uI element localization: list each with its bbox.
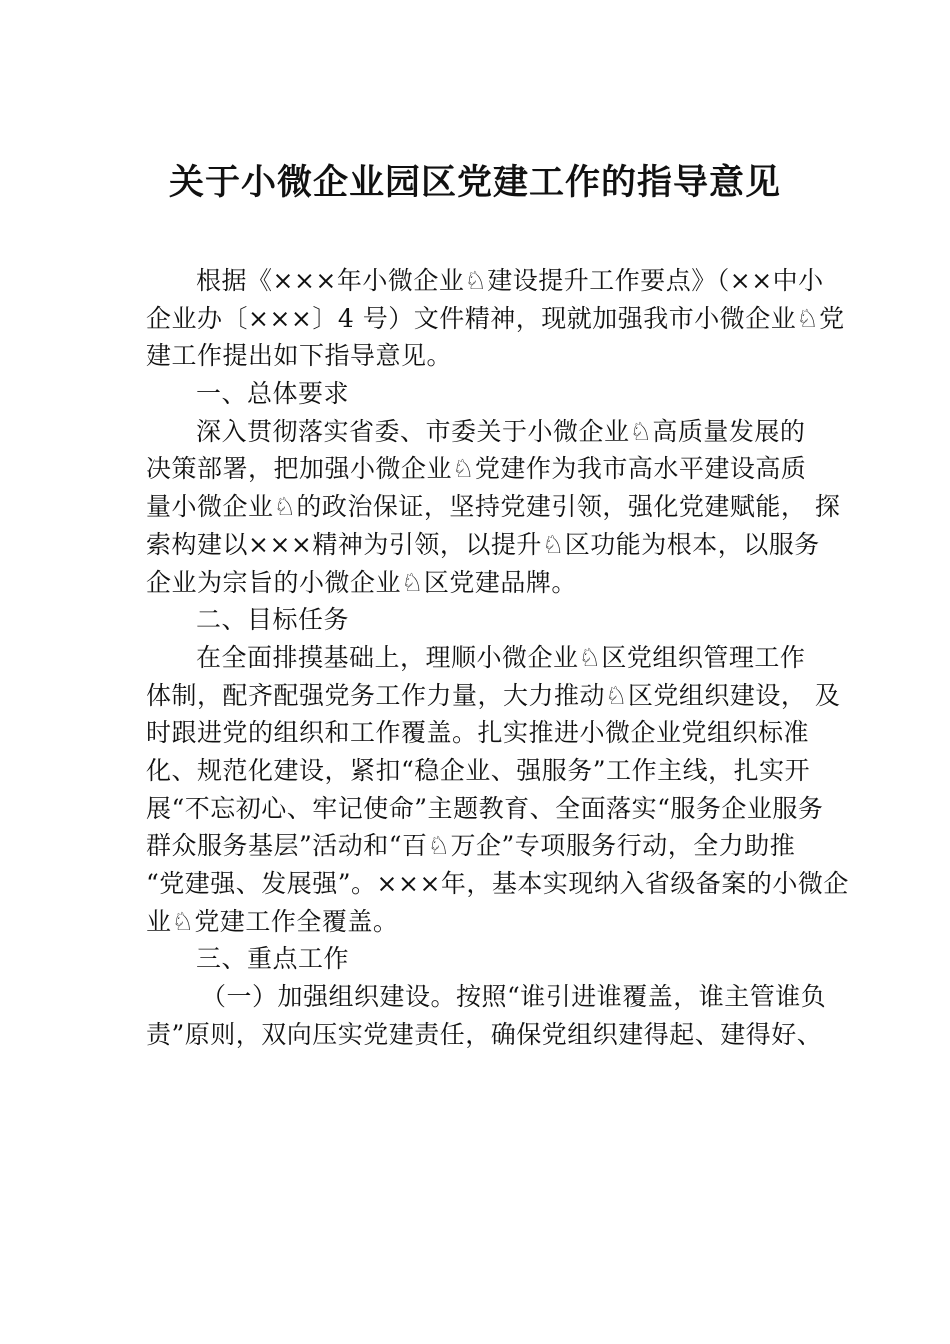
paragraph-line: “党建强、发展强”。×××年，基本实现纳入省级备案的小微企 bbox=[146, 869, 849, 898]
document-title: 关于小微企业园区党建工作的指导意见 bbox=[168, 162, 781, 203]
paragraph-line: 业♘党建工作全覆盖。 bbox=[146, 906, 399, 936]
paragraph-line: （一）加强组织建设。按照“谁引进谁覆盖，谁主管谁负 bbox=[201, 982, 827, 1012]
paragraph-line: 建工作提出如下指导意见。 bbox=[146, 341, 453, 371]
paragraph-line: 索构建以×××精神为引领，以提升♘区功能为根本，以服务 bbox=[146, 529, 820, 559]
section-heading: 二、目标任务 bbox=[196, 605, 350, 635]
paragraph-line: 深入贯彻落实省委、市委关于小微企业♘高质量发展的 bbox=[196, 416, 806, 446]
paragraph-line: 群众服务基层”活动和“百♘万企”专项服务行动，全力助推 bbox=[146, 831, 796, 861]
paragraph-line: 量小微企业♘的政治保证，坚持党建引领，强化党建赋能， 探 bbox=[146, 492, 841, 522]
paragraph-line: 时跟进党的组织和工作覆盖。扎实推进小微企业党组织标准 bbox=[146, 718, 810, 748]
paragraph-line: 企业办〔×××〕4 号）文件精神，现就加强我市小微企业♘党 bbox=[146, 303, 845, 333]
paragraph-line: 决策部署，把加强小微企业♘党建作为我市高水平建设高质 bbox=[146, 454, 807, 484]
paragraph-line: 体制，配齐配强党务工作力量，大力推动♘区党组织建设， 及 bbox=[146, 680, 841, 710]
paragraph-line: 企业为宗旨的小微企业♘区党建品牌。 bbox=[146, 567, 577, 597]
paragraph-line: 在全面排摸基础上，理顺小微企业♘区党组织管理工作 bbox=[196, 642, 806, 672]
paragraph-line: 化、规范化建设，紧扣“稳企业、强服务”工作主线，扎实开 bbox=[146, 755, 811, 785]
document-body bbox=[146, 262, 849, 1053]
paragraph-line: 根据《×××年小微企业♘建设提升工作要点》（××中小 bbox=[196, 266, 824, 295]
paragraph-line: 责”原则，双向压实党建责任，确保党组织建得起、建得好、 bbox=[146, 1019, 823, 1049]
section-heading: 一、总体要求 bbox=[196, 379, 350, 409]
section-heading: 三、重点工作 bbox=[196, 944, 350, 974]
paragraph-line: 展“不忘初心、牢记使命”主题教育、全面落实“服务企业服务 bbox=[146, 793, 824, 823]
